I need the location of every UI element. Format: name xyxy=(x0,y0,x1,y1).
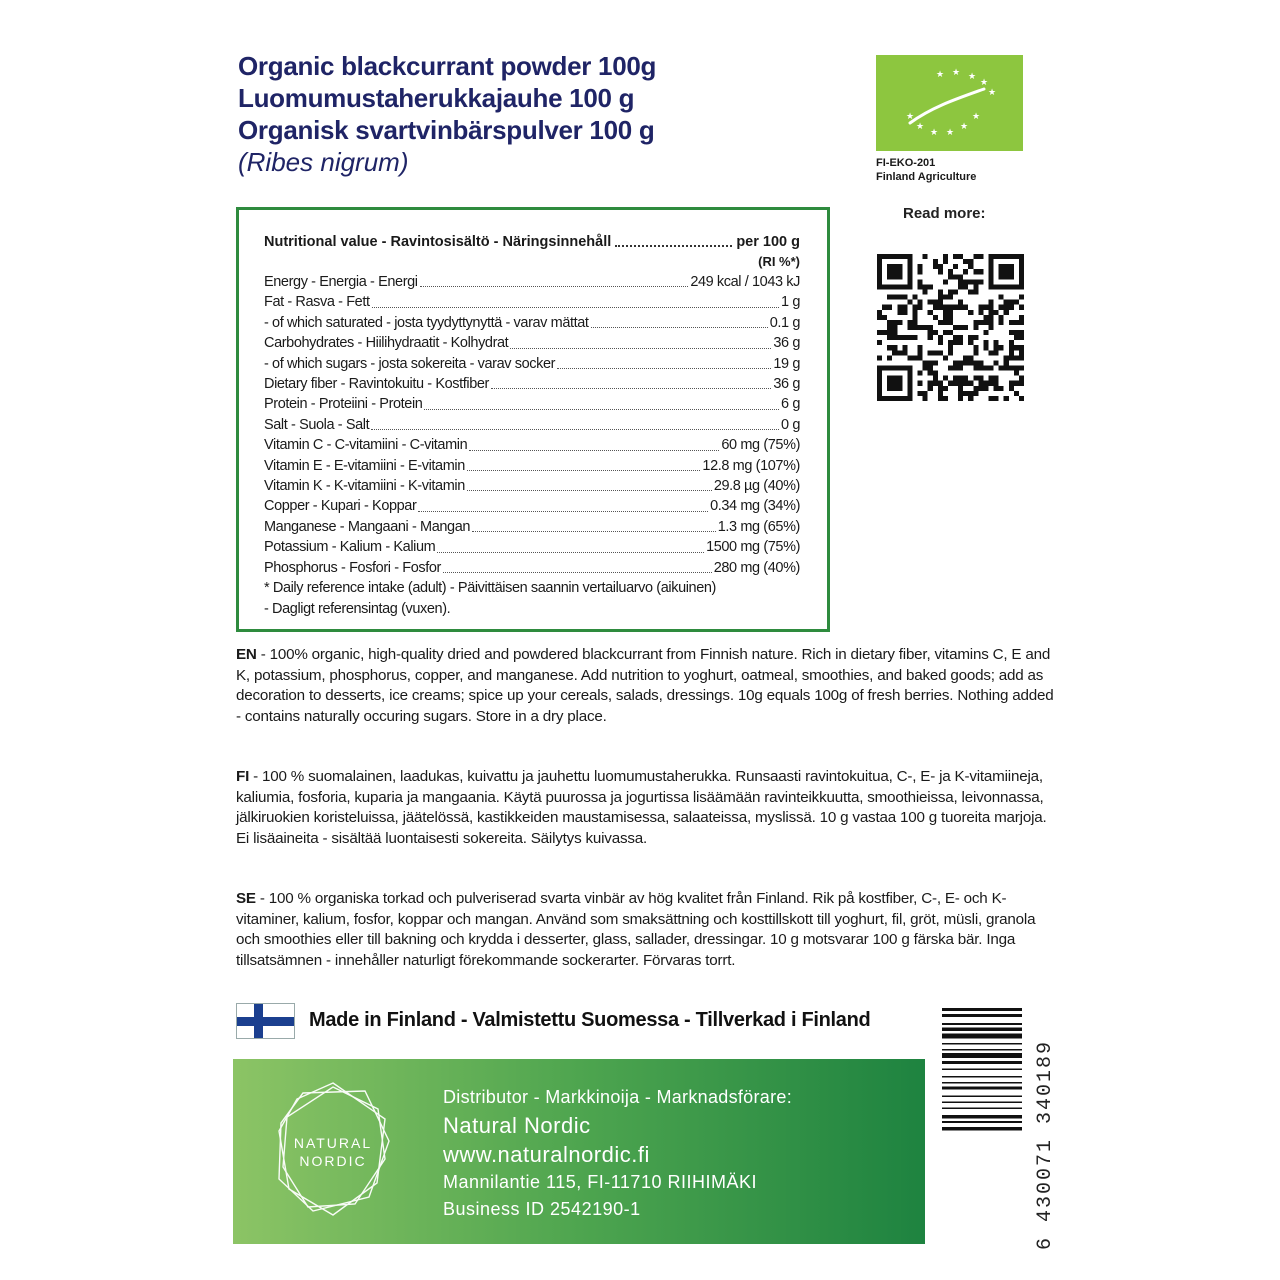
nutrient-value: 19 g xyxy=(773,355,800,372)
nutrient-value: 6 g xyxy=(781,396,800,413)
nutrient-value: 0 g xyxy=(781,416,800,433)
nutrient-label: Vitamin E - E-vitamiini - E-vitamin xyxy=(264,457,465,474)
logo-line-1: NATURAL xyxy=(293,1135,373,1151)
nutrition-footnote-1: * Daily reference intake (adult) - Päivittäisen saannin vertailuarvo (aikuinen) xyxy=(264,580,716,597)
barcode-number: 6 430071 340189 xyxy=(1034,1039,1057,1250)
nutrition-row xyxy=(264,537,800,557)
svg-text:★: ★ xyxy=(980,78,989,88)
nutrition-footnote-2: - Dagligt referensintag (vuxen). xyxy=(264,600,451,617)
nutrient-value: 29.8 µg (40%) xyxy=(713,478,800,495)
lang-code-fi: FI xyxy=(236,768,250,785)
svg-text:★: ★ xyxy=(960,122,969,132)
nutrient-value: 1 g xyxy=(781,294,800,311)
nutrient-label: Energy - Energia - Energi xyxy=(264,274,418,290)
nutrient-value: 280 mg (40%) xyxy=(713,559,800,576)
nutrition-rows xyxy=(264,272,800,578)
nutrient-value: 60 mg (75%) xyxy=(721,437,800,454)
distributor-address: Mannilantie 115, FI-11710 RIIHIMÄKI xyxy=(443,1172,757,1192)
title-fi: Luomumustaherukkajauhe 100 g xyxy=(238,83,635,113)
nutrient-label: Manganese - Mangaani - Mangan xyxy=(264,518,471,535)
finland-flag-icon xyxy=(236,1003,295,1039)
svg-text:★: ★ xyxy=(936,70,945,80)
product-titles xyxy=(238,50,838,178)
nutrition-row xyxy=(264,435,800,455)
nutrition-header-label: Nutritional value - Ravintosisältö - Näringsinnehåll xyxy=(264,234,612,250)
nutrient-label: Potassium - Kalium - Kalium xyxy=(264,539,436,556)
nutrition-per: per 100 g xyxy=(736,234,800,250)
nutrition-row xyxy=(264,313,800,333)
nutrient-value: 36 g xyxy=(773,376,800,393)
nutrient-label: Copper - Kupari - Koppar xyxy=(264,498,417,515)
nutrient-label: Fat - Rasva - Fett xyxy=(264,294,370,311)
distributor-banner xyxy=(233,1059,925,1244)
nutrient-label: Phosphorus - Fosfori - Fosfor xyxy=(264,559,441,576)
svg-text:★: ★ xyxy=(906,112,915,122)
nutrition-header xyxy=(264,232,800,252)
distributor-website[interactable]: www.naturalnordic.fi xyxy=(443,1142,650,1167)
svg-text:★: ★ xyxy=(952,68,961,78)
nutrient-label: - of which sugars - josta sokereita - varav socker xyxy=(264,355,556,372)
title-se: Organisk svartvinbärspulver 100 g xyxy=(238,115,655,145)
read-more-label: Read more: xyxy=(903,205,986,222)
nutrient-label: Vitamin C - C-vitamiini - C-vitamin xyxy=(264,437,468,454)
nutrition-row xyxy=(264,333,800,353)
nutrition-row xyxy=(264,496,800,516)
nutrient-label: Dietary fiber - Ravintokuitu - Kostfiber xyxy=(264,376,489,393)
barcode-icon xyxy=(942,1008,1022,1240)
lang-code-se: SE xyxy=(236,890,256,907)
eco-origin: Finland Agriculture xyxy=(876,171,977,183)
svg-text:★: ★ xyxy=(988,88,997,98)
nutrition-row xyxy=(264,354,800,374)
svg-text:★: ★ xyxy=(916,122,925,132)
description-en-text: - 100% organic, high-quality dried and powdered blackcurrant from Finnish nature. Rich in dietary fiber, vitamins C, E and K, potassium, phosphorus, copper, and manganese. Add nutrition to yoghurt, oatmeal, smoothies, and baked goods; add as decoration to desserts, ice creams; spice up your cereals, salads, dressings. 10g equals 100g of fresh berries. Nothing added - contains naturally occuring sugars. Store in a dry place. xyxy=(236,646,1054,725)
svg-text:★: ★ xyxy=(946,128,955,138)
nutrition-row xyxy=(264,456,800,476)
natural-nordic-logo xyxy=(273,1079,393,1219)
eu-organic-leaf-icon xyxy=(876,55,1023,151)
description-en xyxy=(236,645,1056,727)
nutrition-row xyxy=(264,415,800,435)
svg-text:★: ★ xyxy=(968,72,977,82)
eco-code: FI-EKO-201 xyxy=(876,157,936,169)
nutrition-row xyxy=(264,272,800,292)
nutrition-ri: (RI %*) xyxy=(758,254,800,269)
nutrient-value: 0.34 mg (34%) xyxy=(710,498,800,515)
distributor-business-id: Business ID 2542190-1 xyxy=(443,1199,641,1219)
nutrient-label: Salt - Suola - Salt xyxy=(264,416,370,433)
distributor-company: Natural Nordic xyxy=(443,1113,591,1138)
nutrition-row xyxy=(264,374,800,394)
latin-name: (Ribes nigrum) xyxy=(238,147,409,177)
lang-code-en: EN xyxy=(236,646,257,663)
nutrient-label: - of which saturated - josta tyydyttynyttä - varav mättat xyxy=(264,314,589,331)
description-fi xyxy=(236,767,1056,849)
nutrient-value: 36 g xyxy=(773,335,800,352)
distributor-heading: Distributor - Markkinoija - Marknadsförare: xyxy=(443,1087,792,1107)
eco-certification xyxy=(876,156,976,184)
svg-text:★: ★ xyxy=(930,128,939,138)
made-in-finland: Made in Finland - Valmistettu Suomessa - Tillverkad i Finland xyxy=(309,1009,871,1031)
svg-text:★: ★ xyxy=(972,112,981,122)
description-fi-text: - 100 % suomalainen, laadukas, kuivattu ja jauhettu luomumustaherukka. Runsaasti ravintokuitua, C-, E- ja K-vitamiineja, kaliumia, fosforia, kuparia ja mangaania. Käytä puurossa ja jogurtissa lisäämään ravinteikkuutta, smoothieissa, leivonnassa, jälkiruokien koristeluissa, jäätelössä, kastikkeiden maustamisessa, salaateissa, myslissä. 10 g vastaa 100 g tuoreita marjoja. Ei lisäaineita - sisältää luontaisesti sokereita. Säilytys kuivassa. xyxy=(236,768,1047,847)
description-se-text: - 100 % organiska torkad och pulveriserad svarta vinbär av hög kvalitet från Finland. Rik på kostfiber, C-, E- och K-vitaminer, kalium, fosfor, koppar och mangan. Använd som smaksättning och kosttillskott till yoghurt, fil, gröt, müsli, granola och smoothies eller till bakning och krydda i desserter, glass, sallader, dressingar. 10 g motsvarar 100 g färska bär. Inga tillsatsämnen - innehåller naturligt förekommande sockerarter. Förvaras torrt. xyxy=(236,890,1036,969)
nutrition-row xyxy=(264,558,800,578)
nutrient-value: 249 kcal / 1043 kJ xyxy=(690,274,800,290)
nutrition-row xyxy=(264,517,800,537)
distributor-info xyxy=(443,1083,792,1223)
title-en: Organic blackcurrant powder 100g xyxy=(238,51,657,81)
nutrition-row xyxy=(264,394,800,414)
nutrient-label: Carbohydrates - Hiilihydraatit - Kolhydrat xyxy=(264,335,509,352)
nutrition-row xyxy=(264,292,800,312)
nutrient-label: Protein - Proteiini - Protein xyxy=(264,396,423,413)
qr-code-icon[interactable] xyxy=(877,254,1024,401)
logo-line-2: NORDIC xyxy=(299,1153,367,1169)
description-se xyxy=(236,889,1056,971)
barcode-digits xyxy=(1034,1020,1062,1252)
nutrition-table xyxy=(236,207,830,632)
nutrient-value: 12.8 mg (107%) xyxy=(702,457,800,474)
nutrient-label: Vitamin K - K-vitamiini - K-vitamin xyxy=(264,478,465,495)
nutrition-row xyxy=(264,476,800,496)
nutrient-value: 0.1 g xyxy=(769,314,800,331)
nutrient-value: 1.3 mg (65%) xyxy=(717,518,800,535)
nutrient-value: 1500 mg (75%) xyxy=(706,539,800,556)
